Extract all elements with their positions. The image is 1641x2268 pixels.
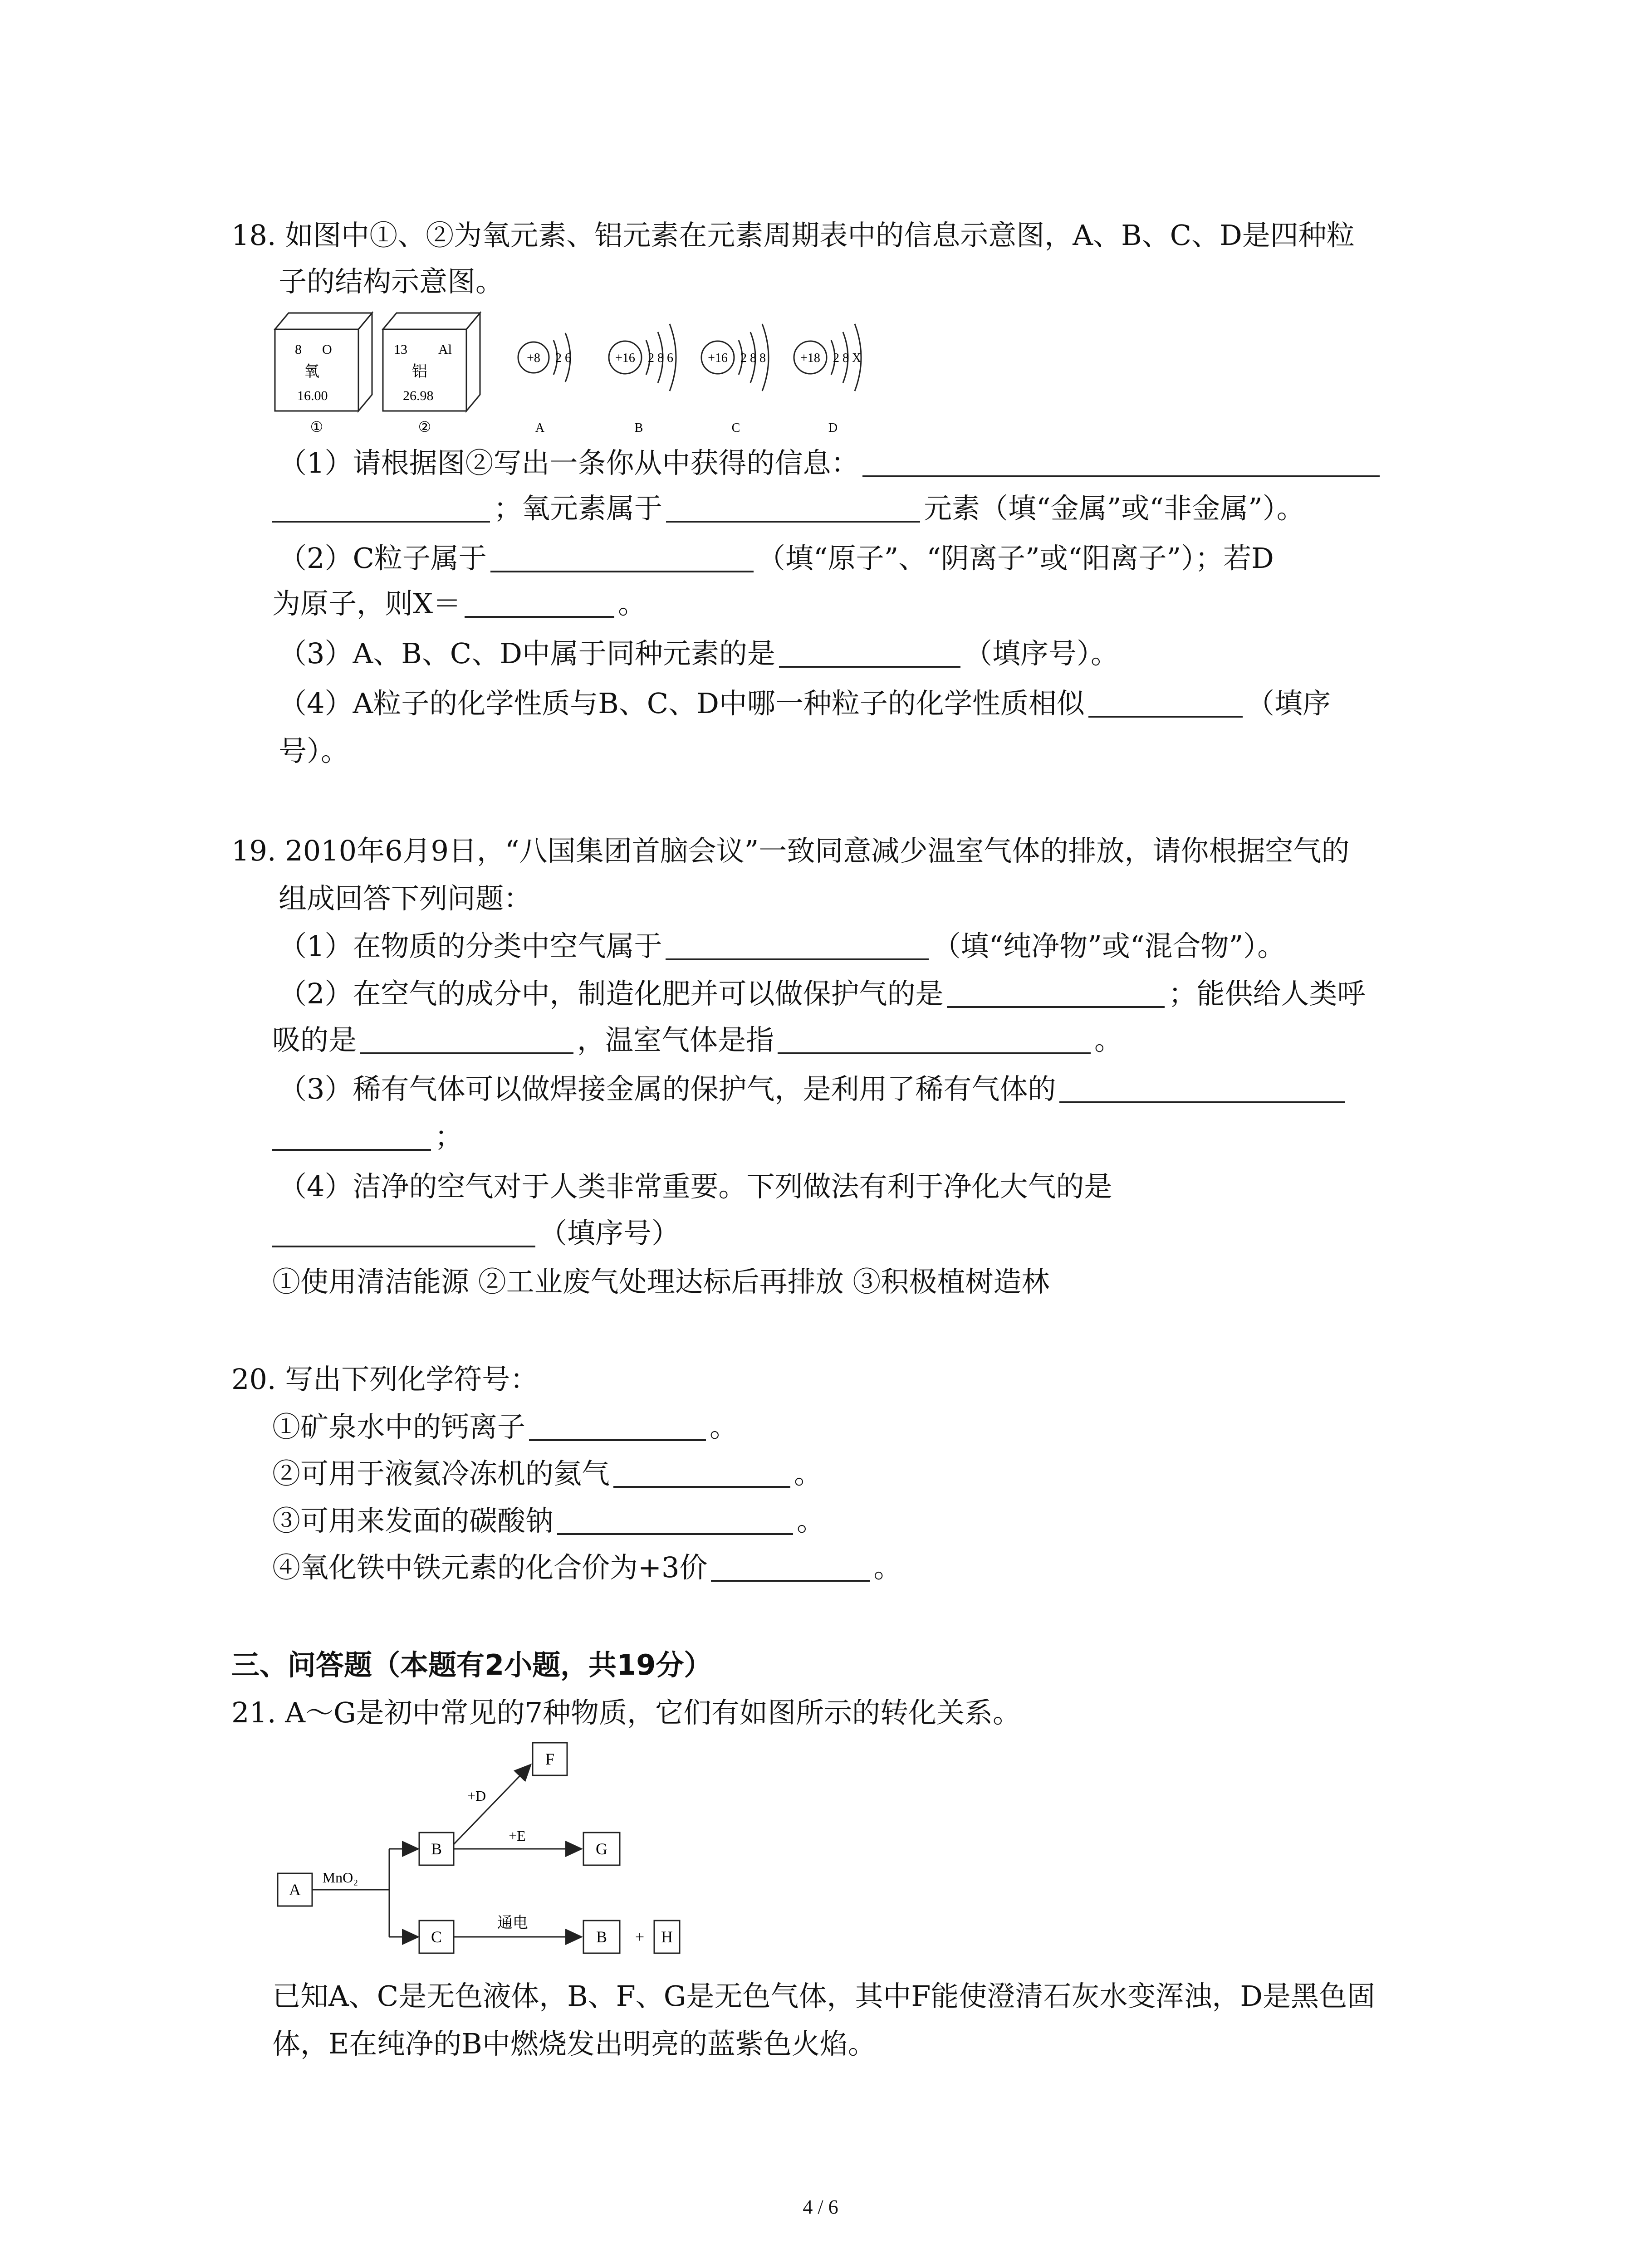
node-b: B — [431, 1840, 442, 1858]
q20-line1: 20. 写出下列化学符号： — [231, 1363, 539, 1396]
q18-p3 — [279, 637, 1119, 670]
q19-p3-cont — [272, 1120, 463, 1153]
node-h: H — [661, 1928, 673, 1946]
q19-p3-text-b: ； — [435, 1120, 463, 1153]
answer-blank-q19-2c[interactable] — [778, 1028, 1091, 1054]
answer-blank-q18-2a[interactable] — [490, 546, 754, 572]
q19-line2: 组成回答下列问题： — [279, 882, 532, 915]
q18-p3-text: （3）A、B、C、D中属于同种元素的是 — [279, 637, 775, 670]
q18-p2-cont — [272, 587, 647, 620]
periodic-cell-aluminum — [383, 313, 480, 435]
q19-p1-text: （1）在物质的分类中空气属于 — [279, 929, 662, 963]
q19-p2-text-c: 吸的是 — [272, 1023, 357, 1056]
label-plus-e: +E — [509, 1828, 526, 1844]
particle-b-label: B — [634, 421, 643, 435]
q18-p2 — [279, 542, 1274, 575]
q21-p2: 体，E在纯净的B中燃烧发出明亮的蓝紫色火焰。 — [272, 2027, 876, 2060]
q19-p3-text: （3）稀有气体可以做焊接金属的保护气，是利用了稀有气体的 — [279, 1072, 1056, 1105]
q21-line1: 21. A～G是初中常见的7种物质，它们有如图所示的转化关系。 — [231, 1696, 1021, 1729]
q21-conversion-diagram — [272, 1737, 681, 1973]
answer-blank-q18-1b[interactable] — [272, 496, 490, 523]
q20-item4-end: 。 — [873, 1551, 902, 1584]
q20-item2 — [272, 1457, 823, 1490]
plus-sign: + — [635, 1928, 645, 1946]
particle-c-nucleus: +16 — [708, 351, 728, 365]
particle-a — [518, 333, 571, 435]
q18-p2-text-c: 为原子，则X＝ — [272, 587, 461, 620]
page-number: 4 / 6 — [803, 2196, 838, 2218]
q20-item1-text: ①矿泉水中的钙离子 — [272, 1410, 526, 1443]
periodic-cell-oxygen — [275, 313, 372, 435]
answer-blank-q19-4[interactable] — [272, 1221, 535, 1247]
answer-blank-q19-2b[interactable] — [360, 1028, 573, 1054]
q19-line1: 19. 2010年6月9日，“八国集团首脑会议”一致同意减少温室气体的排放，请你根据空气的 — [231, 834, 1350, 867]
node-f: F — [545, 1750, 555, 1768]
q18-p4-cont: 号）。 — [279, 734, 349, 767]
particle-d-label: D — [828, 421, 838, 435]
particle-a-shells: 2 6 — [555, 351, 571, 365]
label-plus-d: +D — [467, 1788, 486, 1804]
answer-blank-q18-2b[interactable] — [465, 591, 614, 618]
q18-p2-text: （2）C粒子属于 — [279, 542, 487, 575]
q18-p1 — [279, 446, 1383, 479]
answer-blank-q20-2[interactable] — [613, 1461, 790, 1488]
q19-p2-cont — [272, 1023, 1123, 1056]
aluminum-number: 13 — [394, 342, 407, 357]
label-electrolysis: 通电 — [497, 1915, 528, 1931]
particle-b-shells: 2 8 6 — [648, 351, 673, 365]
particle-d-nucleus: +18 — [800, 351, 820, 365]
oxygen-number: 8 — [295, 342, 302, 357]
q18-p1-text-c: 元素（填“金属”或“非金属”）。 — [924, 492, 1305, 525]
particle-d-shells: 2 8 X — [833, 351, 862, 365]
answer-blank-q19-3b[interactable] — [272, 1124, 431, 1151]
answer-blank-q18-1a[interactable] — [862, 451, 1380, 477]
q18-p3-text-b: （填序号）。 — [964, 637, 1119, 670]
q18-p4 — [279, 689, 1331, 718]
q19-p2 — [279, 977, 1366, 1010]
q18-p1-text-b: ；氧元素属于 — [494, 492, 663, 525]
q21-p1: 已知A、C是无色液体，B、F、G是无色气体，其中F能使澄清石灰水变浑浊，D是黑色固 — [272, 1980, 1376, 2013]
q20-item1-end: 。 — [710, 1410, 738, 1443]
q18-line1: 18. 如图中①、②为氧元素、铝元素在元素周期表中的信息示意图，A、B、C、D是四种粒 — [231, 219, 1355, 252]
node-b-product: B — [596, 1928, 607, 1946]
q20-item1 — [272, 1410, 738, 1443]
section-3-heading: 三、问答题（本题有2小题，共19分） — [231, 1648, 712, 1681]
q20-item4 — [272, 1551, 902, 1584]
q20-item3-end: 。 — [797, 1504, 825, 1537]
q19-p3 — [279, 1072, 1349, 1105]
answer-blank-q19-1[interactable] — [666, 934, 929, 960]
particle-b-nucleus: +16 — [615, 351, 635, 365]
node-g: G — [596, 1840, 607, 1858]
q19-p2-text-d: ，温室气体是指 — [577, 1023, 774, 1056]
q19-p2-text: （2）在空气的成分中，制造化肥并可以做保护气的是 — [279, 977, 944, 1010]
q18-figure — [272, 304, 916, 440]
particle-c-shells: 2 8 8 — [740, 351, 766, 365]
q19-p2-text-e: 。 — [1094, 1023, 1123, 1056]
q20-item3 — [272, 1504, 825, 1537]
q18-p2-text-b: （填“原子”、“阴离子”或“阳离子”）；若D — [757, 542, 1274, 575]
q20-item4-text: ④氧化铁中铁元素的化合价为+3价 — [272, 1551, 708, 1584]
particle-c-label: C — [731, 421, 740, 435]
particle-a-label: A — [535, 421, 545, 435]
oxygen-mark: ① — [310, 419, 323, 435]
q19-p1 — [279, 929, 1286, 963]
q20-item3-text: ③可用来发面的碳酸钠 — [272, 1504, 554, 1537]
answer-blank-q20-1[interactable] — [529, 1415, 706, 1441]
q20-item2-text: ②可用于液氦冷冻机的氦气 — [272, 1457, 610, 1490]
q19-p4: （4）洁净的空气对于人类非常重要。下列做法有利于净化大气的是 — [279, 1170, 1112, 1203]
q19-p1-text-b: （填“纯净物”或“混合物”）。 — [932, 929, 1286, 963]
answer-blank-q19-3a[interactable] — [1059, 1077, 1345, 1103]
q18-p4-text: （4）A粒子的化学性质与B、C、D中哪一种粒子的化学性质相似 — [279, 687, 1085, 720]
answer-blank-q19-2a[interactable] — [947, 982, 1165, 1008]
answer-blank-q18-1c[interactable] — [666, 496, 920, 523]
q19-p2-text-b: ；能供给人类呼 — [1168, 977, 1366, 1010]
aluminum-mark: ② — [418, 419, 431, 435]
answer-blank-q20-4[interactable] — [711, 1555, 870, 1582]
particle-a-nucleus: +8 — [527, 351, 540, 365]
q18-line2: 子的结构示意图。 — [279, 265, 504, 298]
particle-b — [609, 324, 676, 435]
particle-c — [701, 324, 769, 435]
answer-blank-q18-4[interactable] — [1088, 691, 1243, 718]
oxygen-mass: 16.00 — [297, 388, 328, 403]
q18-p4-text-b: （填序 — [1246, 687, 1331, 720]
q19-p4-text-b: （填序号） — [539, 1217, 680, 1250]
oxygen-symbol: O — [322, 342, 332, 357]
node-a: A — [289, 1881, 301, 1899]
oxygen-name: 氧 — [304, 363, 319, 380]
q19-p4-cont — [272, 1217, 680, 1250]
particle-d — [794, 324, 861, 435]
q18-p2-text-d: 。 — [618, 587, 647, 620]
aluminum-mass: 26.98 — [403, 388, 434, 403]
q18-p1-text: （1）请根据图②写出一条你从中获得的信息： — [279, 446, 859, 479]
q19-p4-options: ①使用清洁能源 ②工业废气处理达标后再排放 ③积极植树造林 — [272, 1265, 1050, 1298]
q18-p1-cont — [272, 494, 1305, 523]
answer-blank-q18-3[interactable] — [779, 641, 960, 668]
catalyst-label: MnO₂ — [322, 1869, 358, 1886]
node-c: C — [431, 1928, 442, 1946]
answer-blank-q20-3[interactable] — [557, 1509, 793, 1535]
aluminum-name: 铝 — [412, 363, 427, 380]
aluminum-symbol: Al — [438, 342, 452, 357]
q20-item2-end: 。 — [794, 1457, 823, 1490]
